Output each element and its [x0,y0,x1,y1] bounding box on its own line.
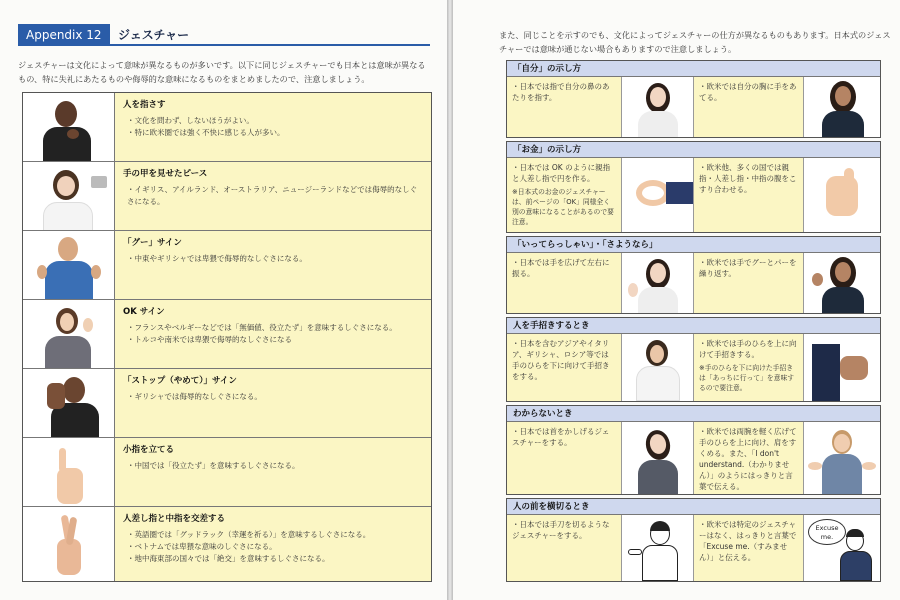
illustration-man-hand-chop [622,515,694,581]
man-shrugging-photo [804,422,880,494]
section-self [506,60,881,138]
japan-text: ・日本では首をかしげるジェスチャーをする。 [507,422,622,494]
section-excuse-me [506,498,881,582]
row-heading: 人を指さす [123,100,166,110]
japan-text: ・日本では手を広げて左右に振る。 [507,253,622,313]
section-dont-understand [506,405,881,495]
beckoning-up-hand-photo [804,334,880,401]
table-row [23,438,431,507]
peace-sign-woman-photo [23,162,115,230]
section-heading: 人の前を横切るとき [507,499,880,515]
section-money [506,141,881,233]
japan-text: ・日本では OK のように親指と人差し指で円を作る。 [512,163,611,183]
woman-pointing-nose-photo [622,77,694,137]
section-goodbye [506,236,881,314]
table-row [23,231,431,300]
section-heading: 「自分」の示し方 [507,61,880,77]
west-text-cell [694,334,804,401]
pinky-finger-hand-photo [23,438,115,506]
row-heading: 小指を立てる [123,445,175,455]
appendix-label: Appendix 12 [18,24,110,46]
row-heading: 手の甲を見せたピース [123,169,208,179]
woman-wave-fist-photo [804,253,880,313]
finger-rub-hand-photo [804,158,880,232]
row-heading: 人差し指と中指を交差する [123,514,226,524]
section-heading: わからないとき [507,406,880,422]
table-row [23,507,431,581]
row-heading: 「ストップ（やめて）」サイン [123,376,237,386]
woman-hand-on-chest-photo [804,77,880,137]
row-bullet: ・フランスやベルギーなどでは「無価値、役立たず」を意味するしぐさになる。 [127,323,397,332]
row-bullet: ・中東やギリシャでは卑猥で侮辱的なしぐさになる。 [127,254,307,263]
row-bullet: ・中国では「役立たず」を意味するしぐさになる。 [127,461,300,470]
row-bullet: ・イギリス、アイルランド、オーストラリア、ニュージーランドなどでは侮辱的なしぐさになる。 [127,185,418,206]
row-bullet: ・英語圏では「グッドラック（幸運を祈る）」を意味するしぐさになる。 [127,530,371,539]
row-bullet: ・地中海東部の国々では「絶交」を意味するしぐさになる。 [127,554,330,563]
japan-text-cell [507,158,622,232]
table-row [23,162,431,231]
row-bullet: ・ギリシャでは侮辱的なしぐさになる。 [127,392,262,401]
ok-money-hand-photo [622,158,694,232]
crossed-fingers-hand-photo [23,507,115,581]
illustration-man-excuse-me [804,515,880,581]
section-beckon [506,317,881,402]
west-text: ・欧米では自分の胸に手をあてる。 [694,77,804,137]
table-row [23,300,431,369]
west-text: ・欧米では手のひらを上に向けて手招きする。 [699,339,797,359]
section-heading: 「いってらっしゃい」・「さようなら」 [507,237,880,253]
west-note: ※手のひらを下に向けた手招きは「あっちに行って」を意味するので要注意。 [699,364,795,392]
woman-tilting-head-photo [622,422,694,494]
japan-note: ※日本式のお金のジェスチャーは、前ページの「OK」同様全く別の意味になることがあるので要注意。 [512,188,614,226]
row-heading: OK サイン [123,307,165,317]
west-text: ・欧米では両腕を軽く広げて手のひらを上に向け、肩をすくめる。また、「I don't understand.（わかりません）」のようにはっきりと言葉で伝える。 [694,422,804,494]
appendix-header [18,24,430,46]
left-page [0,0,447,600]
row-bullet: ・ベトナムでは卑猥な意味のしぐさになる。 [127,542,277,551]
table-row [23,93,431,162]
page-title: ジェスチャー [118,28,190,42]
west-text: ・欧米では特定のジェスチャーはなく、はっきりと言葉で「Excuse me.（すみません）」と伝える。 [694,515,804,581]
ok-sign-woman-photo [23,300,115,368]
stop-sign-man-photo [23,369,115,437]
gesture-table [22,92,432,582]
woman-waving-photo [622,253,694,313]
speech-bubble: Excuse me. [808,519,846,545]
man-beckoning-down-photo [622,334,694,401]
row-bullet: ・トルコや南米では卑猥で侮辱的なしぐさになる [127,335,292,344]
row-bullet: ・特に欧米圏では強く不快に感じる人が多い。 [127,128,285,137]
right-intro: また、同じことを示すのでも、文化によってジェスチャーの仕方が異なるものもあります。日本式のジェスチャーでは意味が通じない場合もありますので注意しましょう。 [499,30,891,54]
thumbs-up-man-photo [23,231,115,299]
pointing-man-photo [23,93,115,161]
japan-text: ・日本では指で自分の鼻のあたりを指す。 [507,77,622,137]
japan-text: ・日本では手刀を切るようなジェスチャーをする。 [507,515,622,581]
table-row [23,369,431,438]
west-text: ・欧米他、多くの国では親指・人差し指・中指の腹をこすり合わせる。 [694,158,804,232]
left-intro: ジェスチャーは文化によって意味が異なるものが多いです。以下に同じジェスチャーでも日本とは意味が異なるもの、特に失礼にあたるものや侮辱的な意味になるものをまとめましたので、注意しましょう。 [18,60,426,84]
section-heading: 人を手招きするとき [507,318,880,334]
japan-text: ・日本を含むアジアやイタリア、ギリシャ、ロシア等では手のひらを下に向けて手招きをする。 [507,334,622,401]
row-bullet: ・文化を問わず、しないほうがよい。 [127,116,254,125]
section-heading: 「お金」の示し方 [507,142,880,158]
row-heading: 「グー」サイン [123,238,182,248]
west-text: ・欧米では手でグーとパーを繰り返す。 [694,253,804,313]
